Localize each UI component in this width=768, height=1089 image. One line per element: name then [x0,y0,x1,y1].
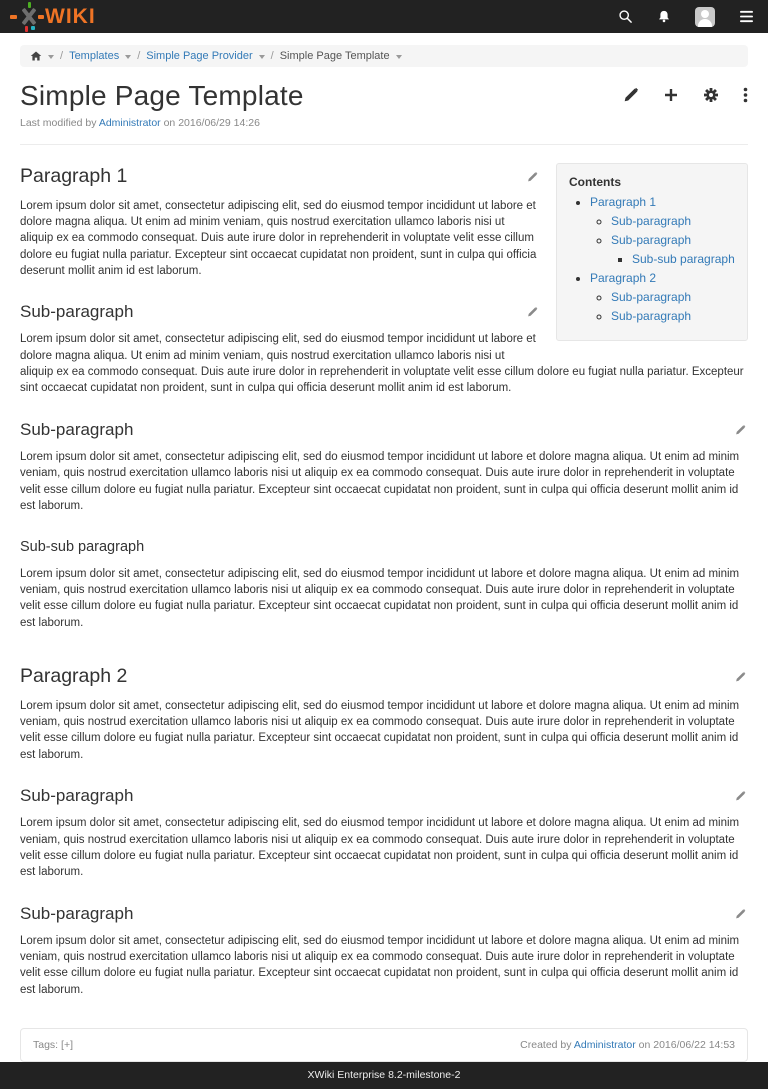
provider-menu-caret-icon[interactable] [259,55,265,59]
create-button[interactable] [663,87,679,103]
section-heading-sub-paragraph-2: Sub-paragraph [20,418,748,442]
page-content [0,145,768,1010]
section-heading-paragraph-2: Paragraph 2 [20,663,748,691]
created-author-link[interactable]: Administrator [573,1038,636,1051]
templates-menu-caret-icon[interactable] [125,55,131,59]
section-heading-paragraph-1: Paragraph 1 [20,163,540,191]
toc-item [611,213,739,230]
last-modified-line: Last modified by Administrator on 2016/06/29 14:26 [20,117,260,129]
home-menu-caret-icon[interactable] [48,55,54,59]
section-body: Lorem ipsum dolor sit amet, consectetur adipiscing elit, sed do eiusmod tempor incididunt ut labore et dolore magna aliqua. Ut enim ad minim veniam, quis nostrud exercitation ullamco laboris nisi ut aliquip ex ea commodo consequat. Duis aute irure dolor in reprehenderit in voluptate velit esse cillum dolore eu fugiat nulla pariatur. Excepteur sint occaecat cupidatat non proident, sunt in culpa qui officia deserunt mollit anim id est laborum. [20,199,537,277]
top-navbar [0,0,768,33]
created-line: Created by Administrator on 2016/06/22 14:53 [520,1038,735,1051]
add-tag-button[interactable]: [+] [61,1038,73,1051]
breadcrumb-link-templates[interactable]: Templates [69,50,120,62]
xwiki-logo-x-icon [14,4,41,30]
xwiki-logo[interactable] [14,4,96,30]
more-actions-kebab-icon[interactable] [743,87,748,103]
drawer-menu-icon[interactable] [739,10,754,23]
avatar-person-icon [701,10,709,18]
xwiki-logo-text: WIKI [45,5,96,28]
section-heading-sub-paragraph-4: Sub-paragraph [20,902,748,926]
page-title: Simple Page Template [20,80,304,111]
edit-section-pencil-icon[interactable] [735,671,746,682]
section-heading-sub-paragraph-3: Sub-paragraph [20,784,748,808]
edit-section-pencil-icon[interactable] [735,791,746,802]
edit-section-pencil-icon[interactable] [735,908,746,919]
home-icon[interactable] [30,50,42,62]
toc-item [590,270,739,325]
section-heading-sub-paragraph-1: Sub-paragraph [20,300,540,324]
contents-title: Contents [569,175,621,189]
toc-link-sub-paragraph-4[interactable]: Sub-paragraph [611,309,692,324]
section-body: Lorem ipsum dolor sit amet, consectetur adipiscing elit, sed do eiusmod tempor incididunt ut labore et dolore magna aliqua. Ut enim ad minim veniam, quis nostrud exercitation ullamco laboris nisi ut aliquip ex ea commodo consequat. Duis aute irure dolor in reprehenderit in voluptate velit esse cillum dolore eu fugiat nulla pariatur. Excepteur sint occaecat cupidatat non proident, sunt in culpa qui officia deserunt mollit anim id est laborum. [20,450,740,512]
edit-section-pencil-icon[interactable] [527,171,538,182]
document-footer [20,1028,748,1062]
toc-link-sub-sub-paragraph[interactable]: Sub-sub paragraph [632,252,735,267]
toc-link-paragraph-1[interactable]: Paragraph 1 [590,195,657,210]
settings-gear-icon[interactable] [703,87,719,103]
toc-link-sub-paragraph-2[interactable]: Sub-paragraph [611,233,692,248]
section-heading-sub-sub-paragraph: Sub-sub paragraph [20,539,145,556]
contents-panel [556,163,748,341]
breadcrumb-link-simple-page-provider[interactable]: Simple Page Provider [146,50,253,62]
version-footer-bar [0,1062,768,1089]
toc-item [590,194,739,268]
breadcrumb: / Templates / Simple Page Provider / Simple Page Template [20,45,748,67]
toc-link-sub-paragraph-3[interactable]: Sub-paragraph [611,290,692,305]
tags-label: Tags: [33,1038,59,1051]
version-text: XWiki Enterprise 8.2-milestone-2 [307,1068,461,1081]
section-body: Lorem ipsum dolor sit amet, consectetur adipiscing elit, sed do eiusmod tempor incididunt ut labore et dolore magna aliqua. Ut enim ad minim veniam, quis nostrud exercitation ullamco laboris nisi ut aliquip ex ea commodo consequat. Duis aute irure dolor in reprehenderit in voluptate velit esse cillum dolore eu fugiat nulla pariatur. Excepteur sint occaecat cupidatat non proident, sunt in culpa qui officia deserunt mollit anim id est laborum. [20,699,740,761]
search-icon[interactable] [618,9,633,24]
edit-section-pencil-icon[interactable] [527,307,538,318]
edit-button[interactable] [623,87,639,103]
tags-area [33,1039,73,1051]
section-body: Lorem ipsum dolor sit amet, consectetur adipiscing elit, sed do eiusmod tempor incididunt ut labore et dolore magna aliqua. Ut enim ad minim veniam, quis nostrud exercitation ullamco laboris nisi ut aliquip ex ea commodo consequat. Duis aute irure dolor in reprehenderit in voluptate velit esse cillum dolore eu fugiat nulla pariatur. Excepteur sint occaecat cupidatat non proident, sunt in culpa qui officia deserunt mollit anim id est laborum. [20,934,740,996]
toc-item [611,308,739,325]
toc-item [611,232,739,268]
page-header [0,67,768,129]
modified-author-link[interactable]: Administrator [98,117,161,129]
toc-link-paragraph-2[interactable]: Paragraph 2 [590,271,657,286]
user-avatar[interactable] [695,7,715,27]
section-body: Lorem ipsum dolor sit amet, consectetur adipiscing elit, sed do eiusmod tempor incididunt ut labore et dolore magna aliqua. Ut enim ad minim veniam, quis nostrud exercitation ullamco laboris nisi ut aliquip ex ea commodo consequat. Duis aute irure dolor in reprehenderit in voluptate velit esse cillum dolore eu fugiat nulla pariatur. Excepteur sint occaecat cupidatat non proident, sunt in culpa qui officia deserunt mollit anim id est laborum. [20,333,744,395]
section-body: Lorem ipsum dolor sit amet, consectetur adipiscing elit, sed do eiusmod tempor incididunt ut labore et dolore magna aliqua. Ut enim ad minim veniam, quis nostrud exercitation ullamco laboris nisi ut aliquip ex ea commodo consequat. Duis aute irure dolor in reprehenderit in voluptate velit esse cillum dolore eu fugiat nulla pariatur. Excepteur sint occaecat cupidatat non proident, sunt in culpa qui officia deserunt mollit anim id est laborum. [20,567,740,629]
edit-section-pencil-icon[interactable] [735,424,746,435]
toc-item [632,251,739,268]
current-page-menu-caret-icon[interactable] [396,55,402,59]
toc-item [611,289,739,306]
section-body: Lorem ipsum dolor sit amet, consectetur adipiscing elit, sed do eiusmod tempor incididunt ut labore et dolore magna aliqua. Ut enim ad minim veniam, quis nostrud exercitation ullamco laboris nisi ut aliquip ex ea commodo consequat. Duis aute irure dolor in reprehenderit in voluptate velit esse cillum dolore eu fugiat nulla pariatur. Excepteur sint occaecat cupidatat non proident, sunt in culpa qui officia deserunt mollit anim id est laborum. [20,817,740,879]
breadcrumb-current-page: Simple Page Template [279,50,390,62]
toc-link-sub-paragraph-1[interactable]: Sub-paragraph [611,214,692,229]
notifications-bell-icon[interactable] [657,9,671,24]
